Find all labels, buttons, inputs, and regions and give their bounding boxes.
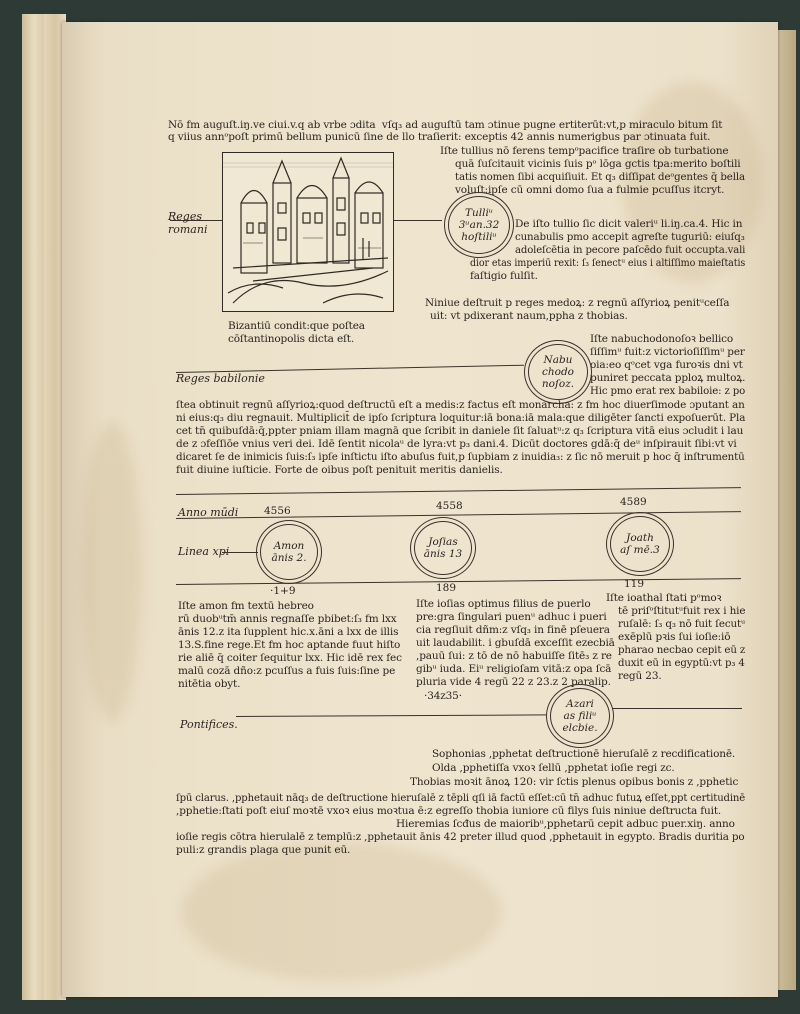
year-number: 4589 xyxy=(620,496,647,508)
text-line: ruſalē: ſ₃ q₃ nō fuit ſecutᵘ xyxy=(618,618,745,630)
text-line: dior etas imperiū rexit: ſ₃ ſenectᵘ eius i altiſſimo maieſtatis xyxy=(470,257,746,269)
text-line: Iſte tullius nō ferens tempᵒpacifice traſire ob turbatione xyxy=(440,145,729,157)
text-line: rie aliē q̄ coiter ſequitur lxx. Hic idē rex fec xyxy=(178,652,402,664)
text-line: dicaret ſe de inimicis ſuis:ſ₃ ipſe inſtictu iſto abuſus fuit,p ſupbiam z inuidia₃: z ſic nō meruit p hoc q̄ inſtrumentū xyxy=(176,451,745,463)
text-line: uit: vt pdixerant naum,ppha z thobias. xyxy=(430,310,628,322)
text-line: Thobias moꝛit ānoꝝ 120: vir ſctis plenus opibus bonis z ,pphetic xyxy=(410,776,739,788)
text-line: ,pauū ſui: z tō de nō habuiſſe ſitē₃ z re xyxy=(416,650,612,662)
text-line: uit laudabilit. i gbuſdā exceſſit ezecbiā xyxy=(416,637,615,649)
woodcut-caption: Bizantiū condit:que poſtea cōſtantinopolis dicta eſt. xyxy=(228,320,365,345)
label-anno-mundi: Anno mūdi xyxy=(178,506,239,519)
text-line: pharao necbao cepit eū z xyxy=(618,644,746,656)
medallion-tullius: Tulliᵘ 3ᵘan.32 hoſtiliᵘ xyxy=(444,192,514,258)
text-line: fuit diuine iuſticie. Forte de oibus poſt penituit meritis danielis. xyxy=(176,464,503,476)
text-line: nitētia obyt. xyxy=(178,678,241,690)
text-line: quā ſuſcitauit vicinis ſuis pᵒ lōga gctis tpa:merito boſtili xyxy=(455,158,741,170)
medallion-joathas: Joath aſ mē.3 xyxy=(606,512,674,576)
text-line: Iſte amon fm textū hebreo xyxy=(178,600,314,612)
text-line: Iſte nabuchodonoſoꝛ bellico xyxy=(590,333,734,345)
small-number: ·1+9 xyxy=(270,585,296,597)
text-line: Hic pmo erat rex babiloie: z po xyxy=(590,385,746,397)
right-page-edge xyxy=(778,30,796,990)
text-line: pre:gra ſingulari puenᵘ adhuc i pueri xyxy=(416,611,607,623)
year-number: 4556 xyxy=(264,505,291,517)
text-line: cunabulis pmo accepit agreſte tuguriū: eiuſq₃ xyxy=(515,231,745,243)
label-reges-babilonie: Reges babilonie xyxy=(176,372,265,385)
medallion-nabuchodonosor: Nabu chodo noſoz. xyxy=(524,340,592,404)
header-line: q viius annᵒpoſt primū bellum punicū ſine de llo traſierit: exceptis 42 annis numerigbus par ɔtinuata fuit. xyxy=(168,131,711,143)
medallion-josias: Joſias ānis 13 xyxy=(410,517,476,579)
text-line: Iſte ioathal ſtati pᵒmoꝛ xyxy=(606,592,722,604)
city-woodcut-illustration xyxy=(222,152,394,312)
text-line: ,pphetie:ſtati poſt eiuſ moꝛtē vxoꝛ eius moꝛtua ē:z egreſſo thobia iuniore cū filys ſuis niniue deſtructa fuit. xyxy=(176,805,722,817)
text-line: gibᵘ iuda. Eiᵘ religioſam vitā:z opa ſcā xyxy=(416,663,612,675)
text-line: puniret peccata pploꝝ multoꝝ. xyxy=(590,372,746,384)
text-line: regū 23. xyxy=(618,670,662,682)
label-reges-romani: Reges romani xyxy=(168,210,208,236)
text-line: voluſt:ipſe cū omni domo ſua a fulmie pcuſſus itcryt. xyxy=(455,184,725,196)
page-stack-edge xyxy=(22,14,46,1000)
text-line: ānis 12.z ita ſupplent hic.x.āni a lxx de illis xyxy=(178,626,399,638)
text-line: Hieremias ſcđus de maioribᵘ,pphetarū cepit adbuc puer.xiŋ. anno xyxy=(396,818,735,830)
text-line: Niniue deſtruit p reges medoꝝ: z regnū aſſyrioꝝ penitᵘceſſa xyxy=(425,297,730,309)
text-line: puli:z grandis plaga que punit eū. xyxy=(176,844,351,856)
text-line: de z ɔfeſſiōe vnius veri dei. Idē ſentit nicolaᵘ de lyra:vt p₃ dani.4. Dicūt doctores gdā:q̄ deᵘ inſpirauit ſibi:vt vi xyxy=(176,438,737,450)
text-line: ioſie regis cōtra hierulalē z templū:z ,pphetauit ānis 42 preter illud quod ,pphetauit in egypto. Bradis duritia po xyxy=(176,831,745,843)
text-line: tatis nomen ſibi acquiſiuit. Et q₃ diſſipat deᵒgentes q̄ bella xyxy=(455,171,745,183)
timeline-rule xyxy=(612,708,742,709)
timeline-rule xyxy=(170,220,222,221)
label-linea-xpi: Linea xpi xyxy=(178,545,230,558)
small-number: 119 xyxy=(624,578,645,590)
text-line: tē priſᵒſtitutᵘfuit rex i hie xyxy=(618,605,746,617)
reference-number: ·34z35· xyxy=(424,690,462,702)
text-line: ſtea obtinuit regnū aſſyrioꝝ:quod deſtructū eſt a medis:z factus eſt monarcha: z fm hoc diuerſimode ɔputant an xyxy=(176,399,745,411)
text-line: pluria vide 4 regū 22 z 23.z 2 paralip. xyxy=(416,676,611,688)
text-line: Sophonias ,pphetat deſtructionē hieruſalē z recdificationē. xyxy=(432,748,736,760)
text-line: exēplū pꝛis ſui ioſie:iō xyxy=(618,631,731,643)
text-line: faſtigio fulſit. xyxy=(470,270,538,282)
text-line: oia:eo qᵒcet vga furoꝛis dni vt xyxy=(590,359,743,371)
text-line: cia regſiuit dñm:z vſq₃ in finē pſeuera xyxy=(416,624,610,636)
timeline-rule xyxy=(394,220,442,221)
medallion-amon: Amon ānis 2. xyxy=(256,520,322,584)
text-line: De iſto tullio ſic dicit valeriᵘ li.iŋ.ca.4. Hic in xyxy=(515,218,743,230)
year-number: 4558 xyxy=(436,500,463,512)
text-line: ſiſſimᵘ fuit:z victorioſiſſimᵘ per xyxy=(590,346,745,358)
text-line: ni eius:q₃ diu regnauit. Multiplicit̄ de ipſo ſcriptura loquitur:iā bona:iā mala:que diligēter ſancti expoſuerūt. Pla xyxy=(176,412,746,424)
medallion-azarias: Azari as filiᵘ elcbie. xyxy=(546,684,614,748)
timeline-rule xyxy=(222,552,258,553)
label-pontifices: Pontifices. xyxy=(180,718,238,731)
text-line: Iſte ioſias optimus filius de puerlo xyxy=(416,598,591,610)
text-line: Olda ,pphetiſſa vxoꝛ ſellū ,pphetat ioſie regi zc. xyxy=(432,762,675,774)
text-line: rū duobᵘtm̄ annis regnaſſe pbibet:ſ₃ fm lxx xyxy=(178,613,397,625)
text-line: malū cozā dño:z pcuſſus a fuis ſuis:ſine pe xyxy=(178,665,396,677)
text-line: 13.S.fine rege.Et fm hoc aptande fuut hiſto xyxy=(178,639,401,651)
small-number: 189 xyxy=(436,582,457,594)
text-line: cet tn̄ quibuſdā:q̄,ppter pniam illam magnā que ſcribit in daniele ſit ſaluatᵘ:z q₃ ſcriptura vitā eius ɔcludit i lau xyxy=(176,425,744,437)
text-line: adoleſcētia in pecore paſcēdo fuit occupta.vali xyxy=(515,244,746,256)
text-line: ſpū clarus. ,pphetauit nāq₃ de deſtructione hieruſalē z tēpli qſi iā factū eſſet:cū tn̄ adhuc futuꝝ eſſet,ppt certitudinē xyxy=(176,792,746,804)
header-line: Nō fm auguſt.iŋ.ve ciui.v.q ab vrbe ɔdita vſq₃ ad auguſtū tam ɔtinue pugne ertiterūt:vt,p miraculo bitum ſit xyxy=(168,119,723,131)
text-line: duxit eū in egyptū:vt p₃ 4 xyxy=(618,657,745,669)
